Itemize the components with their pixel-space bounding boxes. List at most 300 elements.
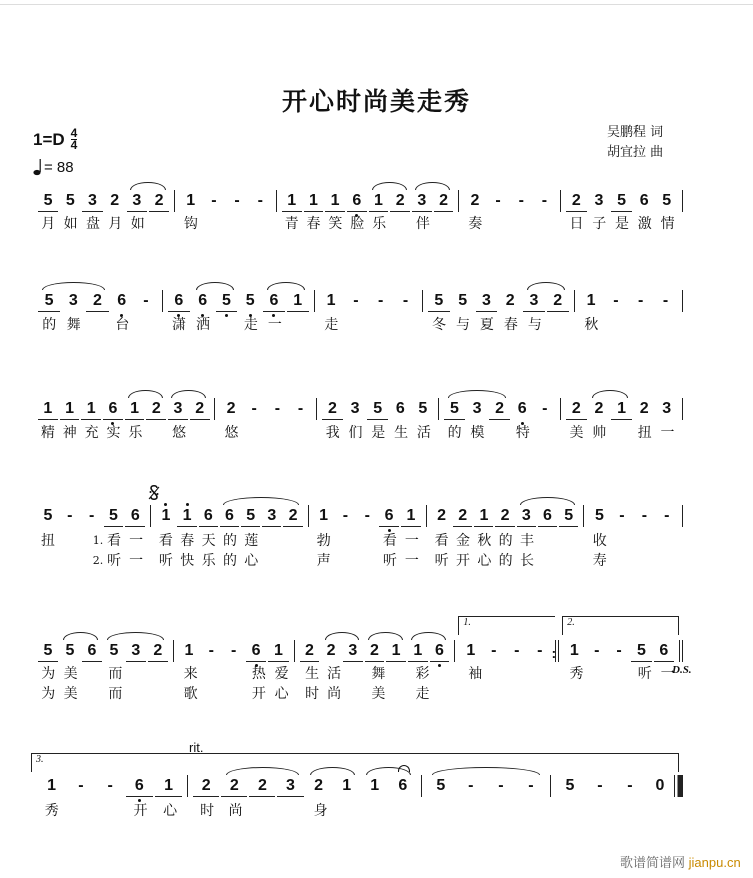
note — [342, 640, 364, 662]
lyric-syllable — [654, 316, 679, 334]
note — [588, 190, 611, 212]
measure — [33, 398, 215, 420]
note — [81, 190, 103, 212]
lyric-syllable: 彩 — [415, 666, 430, 682]
lyric-syllable: 看 — [382, 533, 397, 549]
note-digit: 5 — [636, 642, 646, 659]
lyric-syllable: 收 — [592, 533, 607, 549]
measure — [175, 190, 277, 212]
lyric-syllable: 们 — [348, 425, 363, 441]
note-digit: - — [638, 292, 644, 309]
note — [179, 190, 202, 212]
lyric-syllable: 是 — [615, 216, 630, 232]
note-digit: 6 — [130, 507, 140, 524]
measure-lyrics — [175, 685, 297, 703]
note — [81, 640, 103, 662]
high-octave-dot — [186, 503, 189, 506]
note-digit: - — [342, 507, 349, 524]
note-digit: - — [378, 292, 384, 309]
note — [494, 505, 515, 527]
measure — [174, 640, 295, 662]
time-top: 4 — [70, 126, 78, 140]
lyric-syllable: 长 — [520, 553, 535, 569]
tempo-value: = 88 — [44, 158, 74, 176]
lyric-syllable: 秀 — [44, 803, 59, 819]
note-digit: 2 — [439, 192, 448, 209]
measure-lyrics — [189, 802, 424, 820]
note — [633, 190, 656, 212]
lyric-syllable: 心 — [244, 553, 259, 569]
lyric-syllable: 日 — [569, 216, 584, 232]
note — [655, 190, 678, 212]
note — [219, 505, 240, 527]
lyric-syllable: 天 — [201, 533, 216, 549]
note-digit: - — [143, 292, 149, 309]
slur — [415, 182, 450, 190]
note-digit: 1 — [186, 192, 196, 209]
key-label: 1=D — [33, 129, 65, 149]
note — [588, 505, 610, 527]
note — [59, 640, 81, 662]
dash-hold — [368, 290, 393, 312]
note — [610, 398, 633, 420]
repeat-sign: : — [551, 645, 557, 661]
note — [558, 505, 579, 527]
lyric-syllable — [656, 685, 679, 703]
staff-line — [33, 505, 683, 527]
note-digit: 5 — [43, 192, 53, 209]
lyric-syllable — [283, 532, 304, 550]
note-digit: 5 — [221, 292, 231, 309]
lyric-syllable: 充 — [84, 425, 99, 441]
note — [215, 290, 239, 312]
note — [400, 505, 422, 527]
lyric-syllable: 一 — [404, 533, 419, 549]
note-digit: - — [616, 642, 622, 659]
slur — [368, 632, 403, 640]
lyric-syllable — [618, 802, 648, 820]
lyric-syllable: 乐 — [372, 216, 387, 232]
lyric-syllable — [82, 685, 104, 703]
note-digit: 5 — [373, 400, 383, 417]
measure — [459, 190, 561, 212]
dash-hold — [505, 640, 528, 662]
note-digit: - — [88, 507, 95, 524]
note-digit: 5 — [245, 292, 255, 309]
lyric-syllable: 的 — [222, 533, 237, 549]
note-digit: 2 — [437, 507, 446, 524]
note-digit: 3 — [348, 642, 358, 659]
lyric-syllable: 一 — [404, 553, 419, 569]
note — [368, 190, 390, 212]
lyric-syllable: 笑 — [328, 216, 343, 232]
note — [511, 398, 534, 420]
lyric-syllable — [487, 215, 510, 233]
note — [37, 398, 59, 420]
composer: 胡宜拉 曲 — [607, 145, 664, 160]
note — [546, 290, 570, 312]
measure-lyrics — [427, 532, 585, 550]
measure-lyrics — [33, 424, 216, 442]
note — [102, 398, 124, 420]
measure — [33, 775, 188, 797]
note-digit: - — [594, 642, 600, 659]
measure-lyrics — [584, 532, 683, 550]
note-digit: - — [78, 777, 84, 794]
lyric-syllable: 而 — [108, 686, 123, 702]
lyric-syllable: 青 — [284, 216, 299, 232]
lyric-syllable — [86, 316, 110, 334]
lyric-syllable — [633, 685, 656, 703]
slur — [171, 390, 206, 398]
note-digit: 2 — [226, 400, 236, 417]
lyric-syllable — [534, 215, 557, 233]
note-digit: 6 — [203, 507, 213, 524]
lyric-syllable: 美 — [569, 425, 584, 441]
note-digit: 1 — [569, 642, 579, 659]
note — [167, 290, 191, 312]
note-digit: 2 — [553, 292, 563, 309]
measure — [551, 775, 683, 797]
note — [653, 640, 675, 662]
lyric-syllable — [559, 532, 580, 550]
note-digit: 2 — [639, 400, 649, 417]
lyrics-row — [33, 215, 683, 233]
note — [321, 398, 344, 420]
lyric-syllable: 为 — [41, 666, 56, 682]
lyric-syllable — [335, 802, 363, 820]
lyric-syllable: 我 — [325, 425, 340, 441]
note-digit: 1 — [130, 400, 140, 417]
note — [303, 190, 325, 212]
slur — [196, 282, 234, 290]
measure-lyrics — [317, 424, 439, 442]
slur — [128, 390, 163, 398]
lyric-syllable — [611, 552, 634, 570]
note-digit: 6 — [87, 642, 97, 659]
note — [344, 398, 367, 420]
lyrics-row — [33, 424, 683, 442]
lyric-syllable — [190, 424, 212, 442]
lyric-syllable: 美 — [371, 686, 386, 702]
note — [276, 775, 304, 797]
lyric-syllable — [510, 215, 533, 233]
note-digit: 1 — [330, 192, 340, 209]
lyric-syllable: 的 — [447, 425, 462, 441]
lyric-syllable — [59, 552, 81, 570]
lyric-syllable — [434, 685, 456, 703]
song-title: 开心时尚美走秀 — [281, 87, 471, 116]
staff-line — [33, 617, 683, 662]
note-digit: - — [537, 642, 543, 659]
measure-lyrics — [460, 685, 562, 703]
volta-bracket: 1. — [458, 616, 555, 635]
lyric-syllable — [215, 316, 239, 334]
dash-hold — [334, 505, 356, 527]
lyric-syllable — [604, 316, 629, 334]
lyric-syllable — [278, 802, 306, 820]
lyric-syllable: 开 — [133, 803, 148, 819]
note-digit: - — [231, 642, 237, 659]
lyric-syllable: 心 — [274, 686, 289, 702]
note-digit: - — [67, 507, 73, 524]
lyrics-row — [33, 685, 683, 703]
lyric-syllable: 开 — [251, 686, 266, 702]
note-digit: 1 — [370, 777, 380, 794]
lyric-syllable: 神 — [62, 425, 77, 441]
slur — [42, 282, 105, 290]
dash-hold — [628, 290, 653, 312]
note-digit: 1 — [413, 642, 423, 659]
lyric-syllable: 帅 — [592, 425, 607, 441]
lyricist: 吴鹏程 词 — [607, 125, 664, 140]
note-digit: 2 — [458, 507, 468, 524]
note — [364, 640, 386, 662]
lyric-syllable — [82, 665, 104, 683]
measure-lyrics — [315, 316, 423, 334]
slur — [592, 390, 628, 398]
lyrics-row — [33, 532, 683, 550]
lyric-syllable: 如 — [63, 216, 78, 232]
note-digit: 2 — [594, 400, 604, 417]
note-digit: 2 — [495, 400, 505, 417]
note-digit: 5 — [662, 192, 672, 209]
note-digit: 3 — [521, 507, 531, 524]
note-digit: 6 — [198, 292, 208, 309]
note-digit: 1 — [273, 642, 283, 659]
lyric-syllable: 与 — [527, 317, 542, 333]
note-digit: 5 — [65, 642, 75, 659]
dash-hold — [343, 290, 368, 312]
note — [389, 398, 412, 420]
note-digit: 6 — [134, 777, 144, 794]
note-digit: - — [234, 192, 240, 209]
note-digit: 5 — [44, 292, 54, 309]
note-digit: 6 — [174, 292, 184, 309]
lyric-syllable: 悠 — [172, 425, 187, 441]
dash-hold — [534, 398, 557, 420]
lyric-syllable — [267, 424, 290, 442]
note — [145, 398, 167, 420]
dash-hold — [249, 190, 272, 212]
measure — [215, 398, 317, 420]
lyric-syllable — [458, 802, 488, 820]
lyric-syllable — [203, 215, 226, 233]
lyric-syllable: 为 — [41, 686, 56, 702]
dash-hold — [200, 640, 222, 662]
lyric-syllable: 情 — [660, 216, 675, 232]
measure-lyrics — [561, 215, 683, 233]
lyric-syllable — [390, 215, 412, 233]
lyric-syllable — [249, 215, 272, 233]
note-digit: 5 — [564, 507, 574, 524]
lyric-syllable: 精 — [40, 425, 55, 441]
measure — [561, 398, 683, 420]
measure — [455, 617, 559, 662]
note-digit: 5 — [43, 642, 53, 659]
lyric-syllable — [243, 424, 266, 442]
note-digit: - — [402, 292, 409, 309]
credits — [607, 123, 663, 163]
dash-hold — [603, 290, 628, 312]
lyric-syllable — [611, 424, 634, 442]
lyric-syllable: 一 — [660, 666, 675, 682]
lyric-syllable: 奏 — [468, 216, 483, 232]
note — [378, 505, 400, 527]
lyric-syllable: 爱 — [274, 666, 289, 682]
note — [192, 775, 220, 797]
lyric-syllable — [59, 532, 81, 550]
lyric-syllable: 钩 — [183, 216, 198, 232]
lyric-syllable: 声 — [316, 553, 331, 569]
lyric-syllable: 春 — [180, 533, 195, 549]
note-digit: 5 — [109, 642, 119, 659]
note — [189, 398, 211, 420]
lyric-syllable: 美 — [63, 686, 78, 702]
note-digit: 3 — [286, 777, 295, 794]
dash-hold — [486, 190, 509, 212]
verse-number: 1. — [92, 534, 104, 547]
dash-hold — [393, 290, 418, 312]
staff-line — [33, 754, 683, 797]
note-digit: - — [641, 507, 648, 524]
note — [488, 398, 511, 420]
lyric-syllable — [510, 685, 533, 703]
note-digit: 1 — [319, 507, 328, 524]
note-digit: 5 — [418, 400, 428, 417]
lyric-syllable: 盘 — [85, 216, 100, 232]
volta-bracket: 2. — [562, 616, 679, 635]
measure-lyrics — [554, 802, 683, 820]
note — [320, 640, 342, 662]
lyric-syllable — [389, 665, 411, 683]
lyric-syllable — [489, 424, 512, 442]
lyric-syllable: 乐 — [128, 425, 143, 441]
dash-hold — [134, 290, 158, 312]
verse-number: 2. — [92, 554, 104, 567]
lyric-syllable: 来 — [183, 666, 198, 682]
staff-line — [33, 290, 683, 312]
lyric-syllable — [225, 665, 248, 683]
note-digit: 6 — [384, 507, 394, 524]
note — [286, 290, 310, 312]
tempo-marking — [33, 158, 74, 176]
note — [443, 398, 466, 420]
note-digit: 5 — [458, 292, 468, 309]
lyric-syllable: 一 — [267, 317, 282, 333]
lyric-syllable — [538, 532, 559, 550]
dal-segno-mark: D.S. — [672, 664, 692, 676]
lyric-syllable — [434, 665, 456, 683]
lyric-syllable: 听 — [158, 553, 173, 569]
measure-lyrics — [175, 215, 277, 233]
measure — [439, 398, 561, 420]
note-digit: - — [107, 777, 113, 794]
measure-lyrics — [297, 665, 460, 683]
top-border — [0, 4, 753, 5]
note — [412, 398, 435, 420]
note — [59, 190, 81, 212]
measure-lyrics — [460, 215, 562, 233]
slur — [520, 497, 575, 505]
lyric-syllable: 一 — [660, 425, 675, 441]
lyric-syllable: 寿 — [592, 553, 607, 569]
lyrics-row — [33, 316, 683, 334]
note-digit: - — [491, 642, 497, 659]
measure-lyrics — [575, 316, 683, 334]
note-digit: 1 — [617, 400, 627, 417]
lyrics-row — [33, 802, 683, 820]
lyric-syllable: 听 — [107, 553, 122, 569]
note-digit: 5 — [595, 507, 604, 524]
lyric-syllable: 活 — [416, 425, 431, 441]
note-digit: 6 — [398, 777, 408, 794]
staff-line — [33, 398, 683, 420]
note — [37, 640, 59, 662]
note — [451, 290, 475, 312]
lyric-syllable: 心 — [163, 803, 178, 819]
note-digit: 1 — [184, 642, 194, 659]
note-digit: - — [208, 642, 214, 659]
time-bottom: 4 — [70, 138, 78, 152]
note-digit: 5 — [617, 192, 626, 209]
lyric-syllable: 春 — [306, 216, 321, 232]
lyric-syllable: 心 — [477, 553, 492, 569]
note-digit: - — [364, 507, 370, 524]
note — [555, 775, 585, 797]
lyric-syllable — [394, 316, 419, 334]
note — [385, 640, 407, 662]
note-digit: 6 — [117, 292, 127, 309]
note-digit: 5 — [109, 507, 118, 524]
lyric-syllable: 的 — [222, 553, 237, 569]
note-digit: 3 — [472, 400, 482, 417]
note-digit: 3 — [662, 400, 672, 417]
note-digit: 2 — [257, 777, 267, 794]
measure — [188, 775, 422, 797]
slur — [448, 390, 507, 398]
note-digit: 3 — [68, 292, 78, 309]
note — [537, 505, 558, 527]
note — [429, 640, 451, 662]
measure-lyrics — [216, 424, 318, 442]
note — [431, 505, 452, 527]
note — [324, 190, 346, 212]
note — [176, 505, 197, 527]
note — [125, 775, 154, 797]
lyric-syllable: 热 — [251, 666, 266, 682]
lyric-syllable — [67, 802, 97, 820]
note-digit: 1 — [308, 192, 318, 209]
lyric-syllable — [225, 685, 248, 703]
note-digit: 2 — [328, 400, 337, 417]
lyric-syllable — [262, 552, 283, 570]
lyric-syllable: 月 — [108, 216, 123, 232]
measure — [427, 505, 584, 527]
note-digit: 2 — [314, 777, 324, 794]
note — [240, 505, 261, 527]
measure-lyrics — [33, 316, 163, 334]
lyric-syllable — [510, 665, 533, 683]
note-digit: 6 — [517, 400, 527, 417]
lyric-syllable — [547, 316, 571, 334]
measure-lyrics — [33, 532, 151, 550]
lyric-syllable: 走 — [324, 317, 339, 333]
measure-lyrics — [309, 532, 427, 550]
note-digit: - — [542, 400, 548, 417]
lyric-syllable — [534, 685, 557, 703]
note — [37, 190, 59, 212]
